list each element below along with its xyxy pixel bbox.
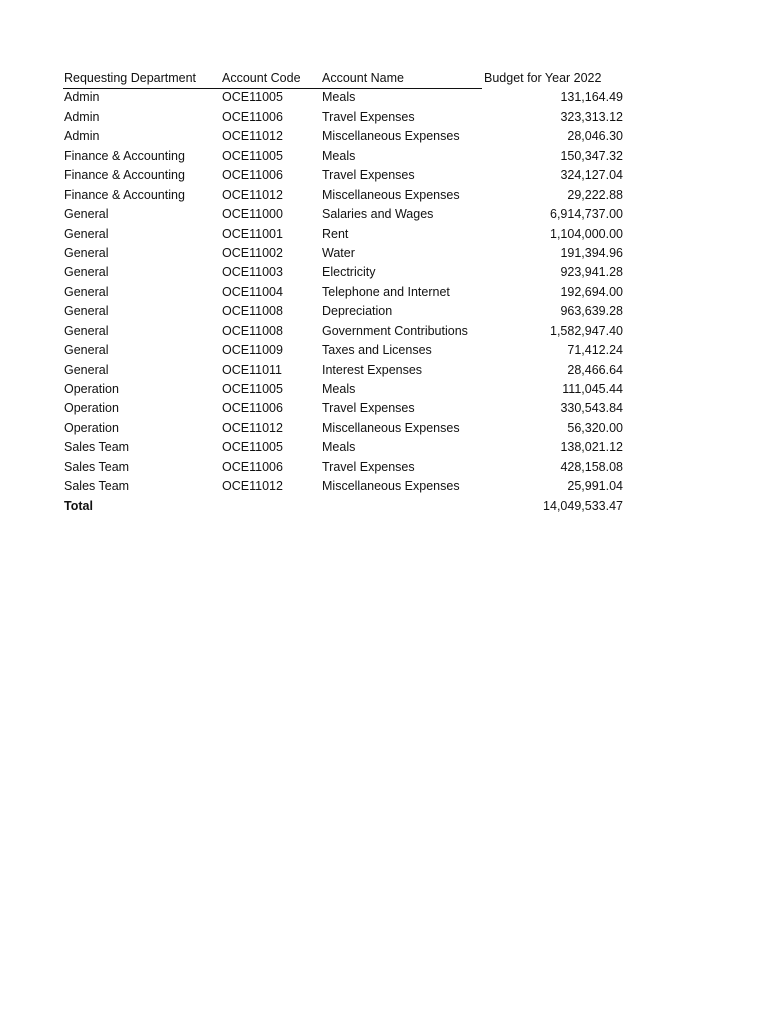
cell-account-code: OCE11008 (222, 304, 283, 319)
table-row (63, 263, 623, 282)
cell-department: Finance & Accounting (64, 168, 185, 183)
table-row (63, 380, 623, 399)
table-row (63, 419, 623, 438)
cell-budget: 1,582,947.40 (550, 323, 623, 338)
cell-account-code: OCE11002 (222, 245, 283, 260)
table-row (63, 166, 623, 185)
cell-department: General (64, 226, 109, 241)
table-row (63, 147, 623, 166)
cell-account-name: Travel Expenses (322, 168, 415, 183)
cell-department: General (64, 207, 109, 222)
table-row (63, 438, 623, 457)
cell-account-name: Meals (322, 440, 356, 455)
table-header-row (63, 69, 623, 88)
cell-account-code: OCE11012 (222, 129, 283, 144)
cell-department: General (64, 343, 109, 358)
cell-account-name: Miscellaneous Expenses (322, 129, 460, 144)
cell-account-name: Depreciation (322, 304, 393, 319)
cell-department: General (64, 245, 109, 260)
cell-account-name: Electricity (322, 265, 376, 280)
cell-account-name: Water (322, 245, 355, 260)
table-row (63, 361, 623, 380)
cell-department: Finance & Accounting (64, 187, 185, 202)
table-row (63, 302, 623, 321)
cell-account-code: OCE11000 (222, 207, 283, 222)
header-account-name: Account Name (322, 71, 404, 85)
cell-account-name: Meals (322, 148, 356, 163)
cell-budget: 330,543.84 (560, 401, 623, 416)
table-row (63, 322, 623, 341)
cell-budget: 29,222.88 (567, 187, 623, 202)
cell-account-code: OCE11004 (222, 284, 283, 299)
cell-budget: 28,046.30 (567, 129, 623, 144)
cell-account-name: Miscellaneous Expenses (322, 187, 460, 202)
table-body (63, 88, 623, 496)
cell-budget: 28,466.64 (567, 362, 623, 377)
table-row (63, 283, 623, 302)
cell-department: Operation (64, 401, 119, 416)
cell-account-code: OCE11005 (222, 382, 283, 396)
table-row (63, 225, 623, 244)
cell-account-name: Travel Expenses (322, 401, 415, 416)
total-budget: 14,049,533.47 (543, 498, 623, 513)
cell-account-name: Taxes and Licenses (322, 343, 432, 358)
header-budget: Budget for Year 2022 (484, 71, 602, 85)
cell-budget: 6,914,737.00 (550, 207, 623, 222)
cell-department: General (64, 304, 109, 319)
cell-budget: 150,347.32 (560, 148, 623, 163)
cell-department: General (64, 362, 109, 377)
cell-account-name: Government Contributions (322, 323, 468, 338)
cell-account-code: OCE11005 (222, 148, 283, 163)
table-row (63, 244, 623, 263)
cell-department: Sales Team (64, 459, 130, 474)
cell-department: Operation (64, 420, 119, 435)
cell-budget: 923,941.28 (560, 265, 623, 280)
cell-budget: 963,639.28 (560, 304, 623, 319)
cell-department: Admin (64, 109, 100, 124)
table-row (63, 205, 623, 224)
cell-department: Finance & Accounting (64, 148, 185, 163)
cell-budget: 111,045.44 (562, 382, 623, 396)
cell-department: Admin (64, 90, 100, 105)
cell-department: Sales Team (64, 440, 130, 455)
cell-budget: 71,412.24 (567, 343, 623, 358)
cell-account-code: OCE11008 (222, 323, 283, 338)
cell-account-name: Travel Expenses (322, 109, 415, 124)
cell-account-code: OCE11006 (222, 401, 283, 416)
cell-budget: 191,394.96 (560, 245, 623, 260)
table-row (63, 186, 623, 205)
cell-account-code: OCE11003 (222, 265, 283, 280)
cell-budget: 138,021.12 (560, 440, 623, 455)
cell-account-code: OCE11005 (222, 90, 283, 105)
cell-budget: 25,991.04 (567, 479, 623, 494)
cell-budget: 1,104,000.00 (550, 226, 623, 241)
cell-account-name: Interest Expenses (322, 362, 423, 377)
cell-account-code: OCE11001 (222, 226, 283, 241)
cell-account-name: Meals (322, 382, 356, 396)
cell-budget: 428,158.08 (560, 459, 623, 474)
cell-department: Admin (64, 129, 100, 144)
cell-account-code: OCE11006 (222, 168, 283, 183)
cell-account-code: OCE11012 (222, 187, 283, 202)
table-row (63, 399, 623, 418)
cell-account-name: Telephone and Internet (322, 284, 450, 299)
cell-account-code: OCE11009 (222, 343, 283, 358)
cell-department: Sales Team (64, 479, 130, 494)
budget-table (63, 69, 623, 516)
cell-budget: 192,694.00 (560, 284, 623, 299)
cell-department: General (64, 265, 109, 280)
header-department: Requesting Department (64, 71, 197, 85)
cell-account-code: OCE11012 (222, 420, 283, 435)
cell-account-name: Miscellaneous Expenses (322, 479, 460, 494)
cell-account-code: OCE11011 (222, 362, 282, 377)
table-row (63, 458, 623, 477)
table-row (63, 127, 623, 146)
cell-account-code: OCE11006 (222, 459, 283, 474)
cell-department: General (64, 284, 109, 299)
cell-account-name: Travel Expenses (322, 459, 415, 474)
table-row (63, 88, 623, 107)
cell-account-name: Rent (322, 226, 349, 241)
total-row (63, 497, 623, 516)
cell-budget: 324,127.04 (560, 168, 623, 183)
cell-budget: 131,164.49 (560, 90, 623, 105)
cell-budget: 56,320.00 (567, 420, 623, 435)
table-row (63, 477, 623, 496)
table-row (63, 341, 623, 360)
total-label: Total (64, 498, 93, 513)
cell-account-code: OCE11005 (222, 440, 283, 455)
table-row (63, 108, 623, 127)
cell-department: Operation (64, 382, 119, 396)
cell-department: General (64, 323, 109, 338)
cell-account-name: Miscellaneous Expenses (322, 420, 460, 435)
cell-account-code: OCE11006 (222, 109, 283, 124)
cell-account-name: Salaries and Wages (322, 207, 434, 222)
cell-account-code: OCE11012 (222, 479, 283, 494)
header-account-code: Account Code (222, 71, 301, 85)
cell-budget: 323,313.12 (560, 109, 623, 124)
cell-account-name: Meals (322, 90, 356, 105)
